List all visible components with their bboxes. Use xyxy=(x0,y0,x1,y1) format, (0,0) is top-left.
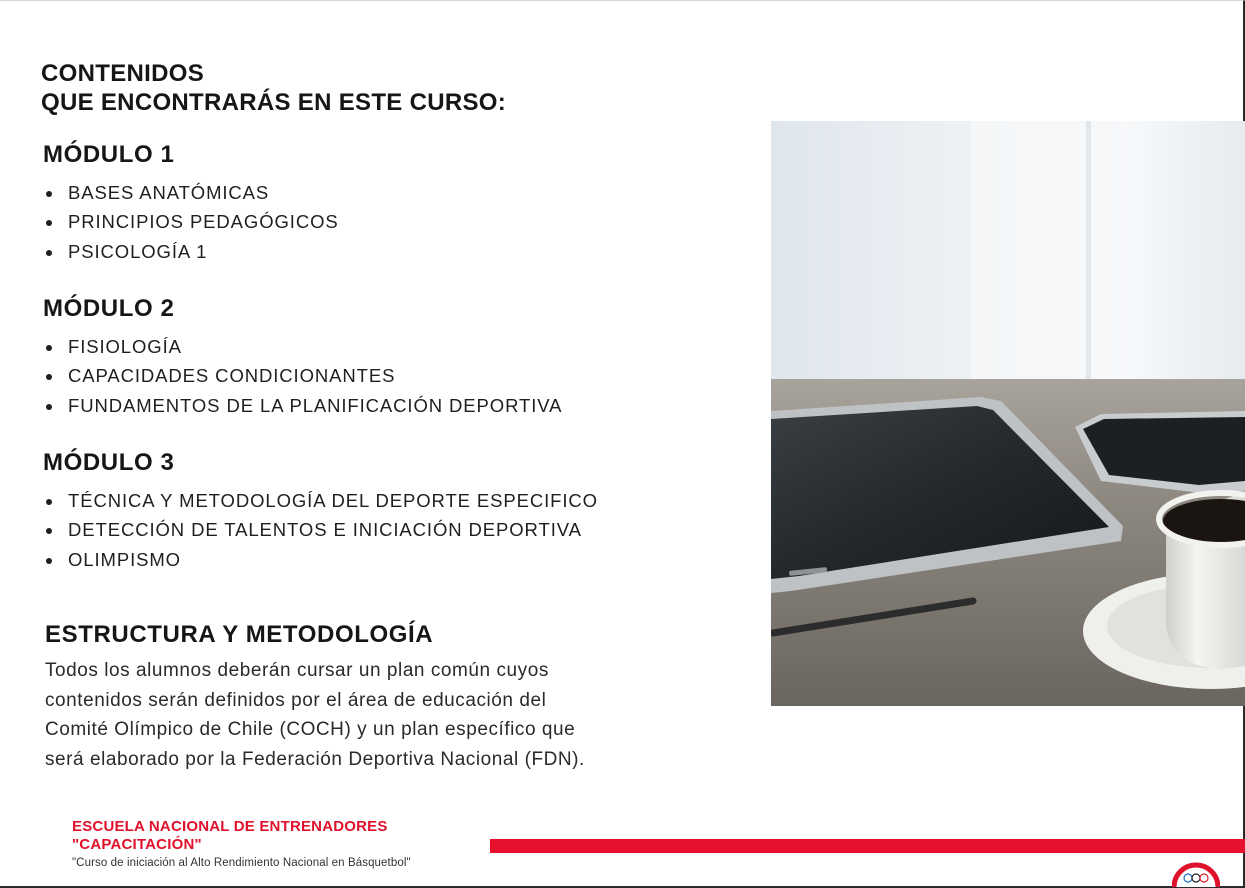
topic-item: FISIOLOGÍA xyxy=(43,332,562,361)
topic-item: TÉCNICA Y METODOLOGÍA DEL DEPORTE ESPECIFICO xyxy=(43,486,598,515)
methodology-line: Comité Olímpico de Chile (COCH) y un plan específico que xyxy=(45,719,576,740)
topic-item: BASES ANATÓMICAS xyxy=(43,178,339,207)
methodology-line: será elaborado por la Federación Deportiva Nacional (FDN). xyxy=(45,748,585,770)
module-heading: MÓDULO 2 xyxy=(43,295,175,322)
topic-item: CAPACIDADES CONDICIONANTES xyxy=(43,361,562,390)
methodology-paragraph xyxy=(45,656,685,774)
methodology-line: contenidos serán definidos por el área de educación del xyxy=(45,689,547,711)
olympic-rings-icon xyxy=(1172,861,1220,887)
footer-accent-bar xyxy=(490,839,1245,853)
page-title xyxy=(41,59,506,117)
footer-school-name xyxy=(72,818,388,854)
topic-item: OLIMPISMO xyxy=(43,545,598,574)
coch-logo xyxy=(1172,861,1220,887)
window-frame xyxy=(1086,121,1091,383)
footer-course-title: "Curso de iniciación al Alto Rendimiento Nacional en Básquetbol" xyxy=(72,857,411,869)
topic-item: PSICOLOGÍA 1 xyxy=(43,237,339,266)
methodology-line: Todos los alumnos deberán cursar un plan común cuyos xyxy=(45,660,549,681)
page-title-line-2: QUE ENCONTRARÁS EN ESTE CURSO: xyxy=(41,89,507,116)
module-heading: MÓDULO 3 xyxy=(43,449,175,476)
module-topic-list xyxy=(43,332,562,420)
module-2 xyxy=(43,295,562,420)
topic-item: PRINCIPIOS PEDAGÓGICOS xyxy=(43,207,339,236)
module-topic-list xyxy=(43,178,339,266)
module-1 xyxy=(43,141,339,266)
methodology-heading: ESTRUCTURA Y METODOLOGÍA xyxy=(45,621,434,648)
page-title-line-1: CONTENIDOS xyxy=(41,60,205,87)
tablet-coffee-photo xyxy=(771,121,1245,706)
module-topic-list xyxy=(43,486,598,574)
module-3 xyxy=(43,449,598,574)
topic-item: FUNDAMENTOS DE LA PLANIFICACIÓN DEPORTIVA xyxy=(43,391,562,420)
footer-school-line: ESCUELA NACIONAL DE ENTRENADORES xyxy=(72,818,388,835)
module-heading: MÓDULO 1 xyxy=(43,141,175,168)
topic-item: DETECCIÓN DE TALENTOS E INICIACIÓN DEPORTIVA xyxy=(43,515,598,544)
photo-illustration xyxy=(771,121,1245,706)
footer-program-line: "CAPACITACIÓN" xyxy=(72,836,202,853)
